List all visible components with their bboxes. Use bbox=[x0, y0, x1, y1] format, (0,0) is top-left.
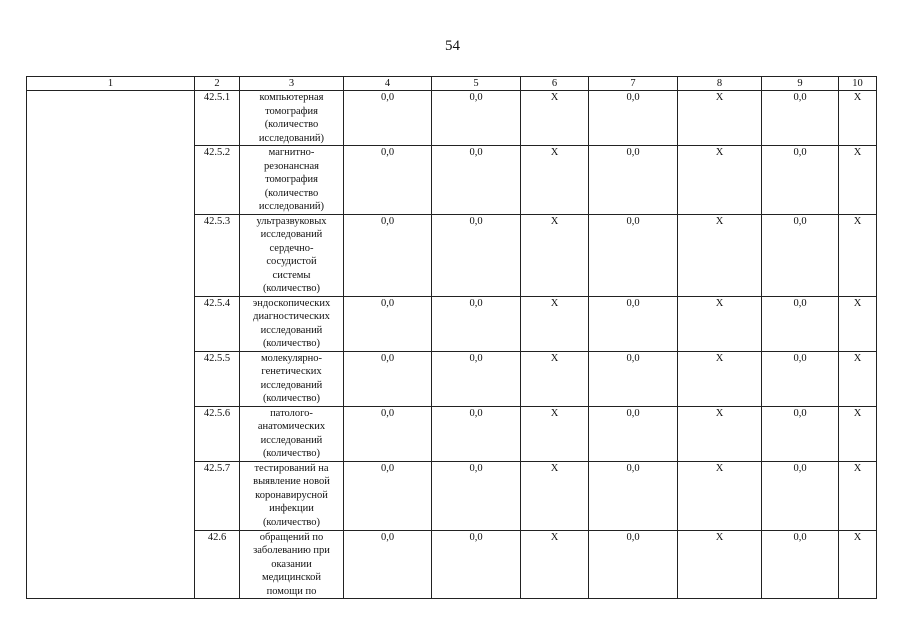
value-cell: 0,0 bbox=[432, 351, 521, 406]
value-cell: 0,0 bbox=[432, 530, 521, 599]
column-1-cell bbox=[27, 91, 195, 599]
row-description bbox=[240, 351, 344, 406]
column-header: 4 bbox=[344, 77, 432, 91]
description-line: (количество) bbox=[262, 338, 321, 349]
row-description bbox=[240, 461, 344, 530]
value-cell: X bbox=[678, 296, 762, 351]
value-cell: 0,0 bbox=[432, 296, 521, 351]
description-line: диагностических bbox=[253, 311, 330, 322]
value-cell: 0,0 bbox=[344, 530, 432, 599]
value-cell: 0,0 bbox=[762, 296, 839, 351]
description-line: помощи по bbox=[266, 585, 317, 597]
description-line: коронавирусной bbox=[255, 489, 328, 501]
description-line: сердечно- bbox=[269, 242, 314, 254]
table-body bbox=[27, 91, 877, 599]
value-cell: 0,0 bbox=[762, 530, 839, 599]
value-cell: X bbox=[678, 406, 762, 461]
value-cell: 0,0 bbox=[432, 214, 521, 296]
value-cell: 0,0 bbox=[432, 91, 521, 146]
row-description bbox=[240, 146, 344, 215]
description-line: генетических bbox=[261, 366, 322, 377]
page-number: 54 bbox=[445, 38, 460, 54]
row-description bbox=[240, 530, 344, 599]
row-number: 42.5.7 bbox=[195, 461, 240, 530]
row-number: 42.6 bbox=[195, 530, 240, 599]
row-number: 42.5.4 bbox=[195, 296, 240, 351]
value-cell: 0,0 bbox=[344, 146, 432, 215]
description-line: (количество bbox=[264, 187, 319, 199]
value-cell: 0,0 bbox=[432, 461, 521, 530]
row-description bbox=[240, 214, 344, 296]
column-header: 6 bbox=[521, 77, 589, 91]
column-header: 5 bbox=[432, 77, 521, 91]
value-cell: X bbox=[521, 214, 589, 296]
value-cell: X bbox=[521, 406, 589, 461]
row-number: 42.5.2 bbox=[195, 146, 240, 215]
value-cell: 0,0 bbox=[589, 214, 678, 296]
value-cell: 0,0 bbox=[344, 91, 432, 146]
value-cell: 0,0 bbox=[762, 406, 839, 461]
column-header: 7 bbox=[589, 77, 678, 91]
value-cell: X bbox=[678, 146, 762, 215]
description-line: исследований) bbox=[258, 132, 325, 144]
value-cell: 0,0 bbox=[589, 406, 678, 461]
value-cell: 0,0 bbox=[344, 406, 432, 461]
description-line: резонансная bbox=[263, 160, 320, 172]
value-cell: X bbox=[839, 461, 877, 530]
value-cell: 0,0 bbox=[589, 461, 678, 530]
description-line: заболеванию при bbox=[253, 545, 330, 556]
value-cell: X bbox=[839, 530, 877, 599]
value-cell: 0,0 bbox=[344, 214, 432, 296]
value-cell: X bbox=[678, 91, 762, 146]
value-cell: X bbox=[521, 91, 589, 146]
header-row bbox=[27, 77, 877, 91]
description-line: исследований bbox=[260, 324, 323, 336]
value-cell: 0,0 bbox=[432, 146, 521, 215]
value-cell: 0,0 bbox=[762, 351, 839, 406]
value-cell: X bbox=[521, 461, 589, 530]
row-description bbox=[240, 296, 344, 351]
value-cell: X bbox=[678, 461, 762, 530]
description-line: патолого- bbox=[270, 407, 313, 419]
column-header: 1 bbox=[27, 77, 195, 91]
description-line: медицинской bbox=[261, 572, 322, 583]
description-line: (количество) bbox=[262, 516, 321, 528]
value-cell: X bbox=[839, 351, 877, 406]
description-line: томография bbox=[265, 174, 318, 185]
value-cell: X bbox=[678, 214, 762, 296]
value-cell: 0,0 bbox=[762, 146, 839, 215]
description-line: (количество) bbox=[262, 448, 321, 459]
table-row bbox=[27, 91, 877, 146]
description-line: тестирований на bbox=[254, 462, 329, 474]
value-cell: 0,0 bbox=[589, 296, 678, 351]
value-cell: X bbox=[678, 530, 762, 599]
column-header: 2 bbox=[195, 77, 240, 91]
description-line: томография bbox=[265, 105, 318, 117]
row-description bbox=[240, 91, 344, 146]
description-line: исследований) bbox=[258, 201, 325, 212]
value-cell: X bbox=[521, 146, 589, 215]
description-line: молекулярно- bbox=[260, 352, 323, 364]
value-cell: X bbox=[839, 296, 877, 351]
value-cell: 0,0 bbox=[589, 530, 678, 599]
description-line: исследований bbox=[260, 379, 323, 391]
description-line: магнитно- bbox=[268, 147, 315, 158]
row-number: 42.5.3 bbox=[195, 214, 240, 296]
description-line: (количество bbox=[264, 119, 319, 130]
value-cell: 0,0 bbox=[432, 406, 521, 461]
description-line: эндоскопических bbox=[252, 297, 331, 309]
value-cell: X bbox=[839, 146, 877, 215]
value-cell: 0,0 bbox=[589, 351, 678, 406]
row-number: 42.5.5 bbox=[195, 351, 240, 406]
description-line: исследований bbox=[260, 434, 323, 446]
description-line: обращений по bbox=[259, 531, 324, 543]
value-cell: 0,0 bbox=[344, 351, 432, 406]
value-cell: 0,0 bbox=[589, 146, 678, 215]
description-line: оказании bbox=[271, 558, 312, 570]
value-cell: X bbox=[521, 530, 589, 599]
description-line: (количество) bbox=[262, 283, 321, 294]
column-header: 9 bbox=[762, 77, 839, 91]
column-header: 10 bbox=[839, 77, 877, 91]
description-line: выявление новой bbox=[253, 476, 330, 487]
value-cell: X bbox=[521, 351, 589, 406]
description-line: ультразвуковых bbox=[256, 215, 327, 227]
column-header: 3 bbox=[240, 77, 344, 91]
value-cell: 0,0 bbox=[344, 461, 432, 530]
description-line: исследований bbox=[260, 229, 323, 240]
value-cell: X bbox=[839, 406, 877, 461]
description-line: системы bbox=[272, 269, 311, 281]
column-header: 8 bbox=[678, 77, 762, 91]
value-cell: X bbox=[839, 91, 877, 146]
row-description bbox=[240, 406, 344, 461]
description-line: компьютерная bbox=[259, 92, 324, 103]
row-number: 42.5.6 bbox=[195, 406, 240, 461]
value-cell: 0,0 bbox=[762, 214, 839, 296]
value-cell: 0,0 bbox=[344, 296, 432, 351]
value-cell: X bbox=[839, 214, 877, 296]
description-line: (количество) bbox=[262, 393, 321, 404]
description-line: инфекции bbox=[269, 503, 314, 514]
description-line: сосудистой bbox=[266, 256, 317, 267]
value-cell: 0,0 bbox=[762, 91, 839, 146]
value-cell: 0,0 bbox=[589, 91, 678, 146]
description-line: анатомических bbox=[257, 421, 326, 432]
value-cell: 0,0 bbox=[762, 461, 839, 530]
value-cell: X bbox=[678, 351, 762, 406]
data-table bbox=[26, 76, 877, 599]
value-cell: X bbox=[521, 296, 589, 351]
row-number: 42.5.1 bbox=[195, 91, 240, 146]
